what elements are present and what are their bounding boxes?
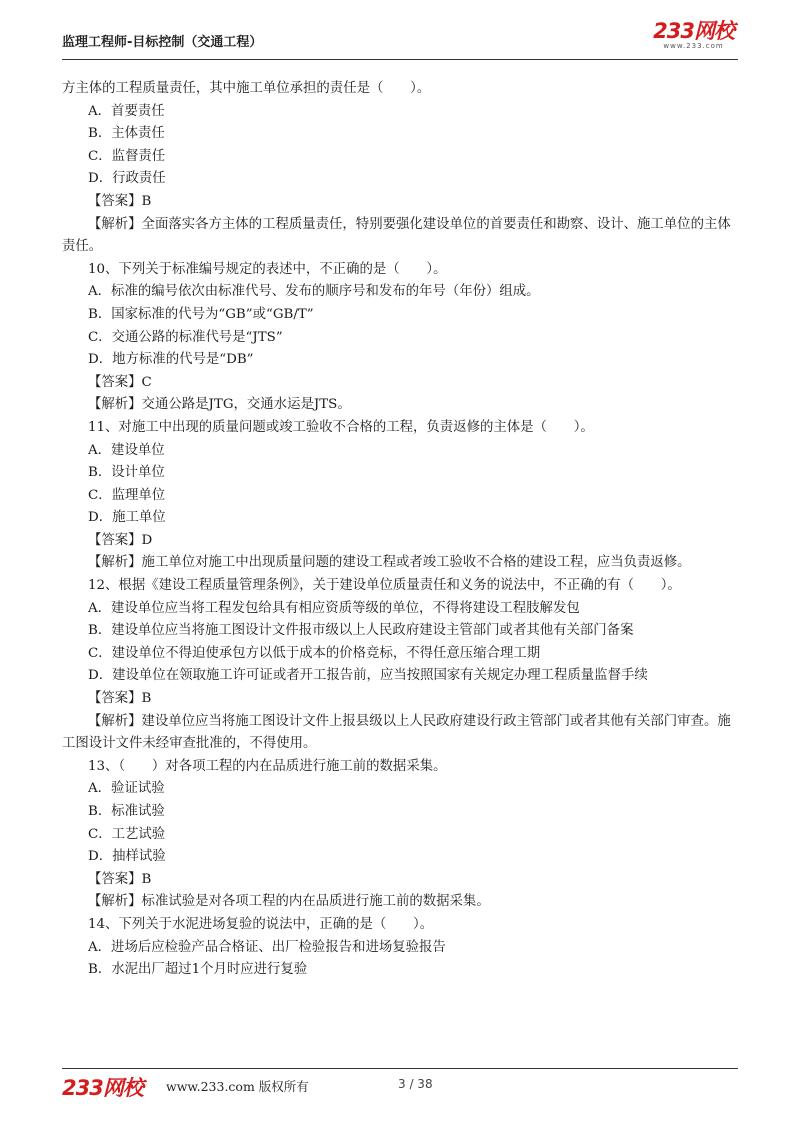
- question-line: 13、（ ）对各项工程的内在品质进行施工前的数据采集。: [88, 758, 447, 774]
- option-line: C．监督责任: [88, 148, 166, 164]
- option-line: B．建设单位应当将施工图设计文件报市级以上人民政府建设主管部门或者其他有关部门备案: [88, 623, 634, 639]
- header-divider: [62, 59, 738, 60]
- footer-logo: 233网校: [62, 1076, 143, 1100]
- brand-logo: [653, 20, 734, 50]
- question-line: 10、下列关于标准编号规定的表述中，不正确的是（ ）。: [88, 261, 447, 277]
- header-title: 监理工程师-目标控制（交通工程）: [62, 35, 263, 50]
- logo-text: 233网校: [653, 19, 734, 43]
- option-line: B．水泥出厂超过1个月时应进行复验: [88, 962, 308, 978]
- explanation-line: 【解析】全面落实各方主体的工程质量责任，特别要强化建设单位的首要责任和勘察、设计、施工单位的主体责任。: [62, 216, 731, 255]
- option-line: C．交通公路的标准代号是“JTS”: [88, 329, 283, 345]
- option-line: C．工艺试验: [88, 826, 166, 842]
- option-line: B．标准试验: [88, 804, 165, 819]
- footer-copyright: www.233.com 版权所有: [166, 1079, 309, 1094]
- page-footer: [62, 1072, 738, 1098]
- option-line: B．设计单位: [88, 465, 165, 481]
- option-line: A．首要责任: [88, 103, 165, 119]
- option-line: D．施工单位: [88, 510, 166, 526]
- option-line: D．抽样试验: [88, 849, 166, 865]
- answer-line: 【答案】C: [88, 374, 152, 390]
- option-line: A．验证试验: [88, 781, 165, 797]
- text-line: 方主体的工程质量责任，其中施工单位承担的责任是（ ）。: [62, 81, 431, 96]
- option-line: A．进场后应检验产品合格证、出厂检验报告和进场复验报告: [88, 939, 446, 955]
- question-line: 12、根据《建设工程质量管理条例》，关于建设单位质量责任和义务的说法中，不正确的有（ ）。: [88, 578, 681, 594]
- option-line: A．标准的编号依次由标准代号、发布的顺序号和发布的年号（年份）组成。: [88, 284, 540, 300]
- option-line: B．国家标准的代号为“GB”或“GB/T”: [88, 306, 314, 322]
- option-line: A．建设单位: [88, 442, 165, 458]
- option-line: D．地方标准的代号是“DB”: [88, 352, 254, 368]
- footer-divider: [62, 1068, 738, 1069]
- option-line: C．监理单位: [88, 487, 166, 503]
- page-number: 3 / 38: [398, 1077, 433, 1091]
- logo-url: www.233.com: [663, 42, 724, 50]
- answer-line: 【答案】B: [88, 691, 152, 707]
- answer-line: 【答案】B: [88, 193, 152, 209]
- document-body: [62, 78, 738, 982]
- option-line: C．建设单位不得迫使承包方以低于成本的价格竞标，不得任意压缩合理工期: [88, 645, 541, 661]
- answer-line: 【答案】D: [88, 532, 153, 548]
- option-line: D．建设单位在领取施工许可证或者开工报告前，应当按照国家有关规定办理工程质量监督手续: [88, 668, 648, 684]
- answer-line: 【答案】B: [88, 871, 152, 887]
- explanation-line: 【解析】交通公路是JTG，交通水运是JTS。: [88, 397, 351, 413]
- page-header: [62, 19, 738, 58]
- explanation-line: 【解析】建设单位应当将施工图设计文件上报县级以上人民政府建设行政主管部门或者其他有关部门审查。施工图设计文件未经审查批准的，不得使用。: [62, 713, 731, 752]
- option-line: A．建设单位应当将工程发包给具有相应资质等级的单位，不得将建设工程肢解发包: [88, 600, 580, 616]
- option-line: B．主体责任: [88, 126, 165, 142]
- explanation-line: 【解析】标准试验是对各项工程的内在品质进行施工前的数据采集。: [88, 894, 490, 910]
- explanation-line: 【解析】施工单位对施工中出现质量问题的建设工程或者竣工验收不合格的建设工程，应当负责返修。: [88, 555, 691, 571]
- question-line: 14、下列关于水泥进场复验的说法中，正确的是（ ）。: [88, 916, 434, 932]
- option-line: D．行政责任: [88, 171, 166, 187]
- question-line: 11、对施工中出现的质量问题或竣工验收不合格的工程，负责返修的主体是（ ）。: [88, 419, 594, 435]
